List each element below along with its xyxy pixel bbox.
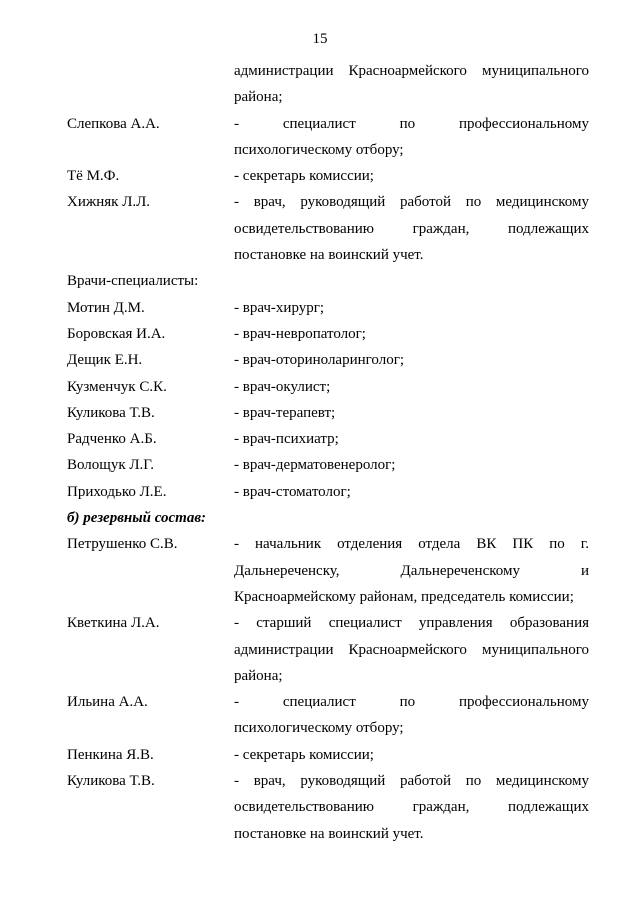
reserve-name: Петрушенко С.В. <box>67 536 178 553</box>
member-name: Слепкова А.А. <box>67 115 160 132</box>
reserve-row <box>67 689 589 742</box>
doctor-row <box>67 295 589 321</box>
member-name: Тё М.Ф. <box>67 168 120 185</box>
member-row <box>67 189 589 268</box>
reserve-name: Ильина А.А. <box>67 694 148 711</box>
doctor-row <box>67 347 589 373</box>
doctor-name: Боровская И.А. <box>67 325 166 342</box>
reserve-heading: б) резервный состав: <box>67 510 207 527</box>
member-role: - специалист по профессиональному психологическому отбору; <box>234 115 589 158</box>
reserve-role: - врач, руководящий работой по медицинскому освидетельствованию граждан, подлежащих постановке на воинский учет. <box>234 773 589 842</box>
continuation-row <box>67 58 589 111</box>
doctor-name: Куликова Т.В. <box>67 404 155 421</box>
reserve-name: Пенкина Я.В. <box>67 746 154 763</box>
doctor-row <box>67 452 589 478</box>
commission-list <box>67 58 589 847</box>
doctor-row <box>67 374 589 400</box>
reserve-name: Кветкина Л.А. <box>67 615 160 632</box>
reserve-row <box>67 610 589 689</box>
doctor-row <box>67 321 589 347</box>
name-cell-empty <box>67 58 234 111</box>
continuation-text: администрации Красноармейского муниципального района; <box>234 63 589 106</box>
reserve-role: - специалист по профессиональному психологическому отбору; <box>234 694 589 737</box>
doctor-role: - врач-психиатр; <box>234 431 339 448</box>
doctor-name: Мотин Д.М. <box>67 299 145 316</box>
member-name: Хижняк Л.Л. <box>67 194 151 211</box>
reserve-role: - старший специалист управления образования администрации Красноармейского муниципального района; <box>234 615 589 684</box>
page-number: 15 <box>312 31 328 47</box>
doctor-name: Приходько Л.Е. <box>67 483 167 500</box>
doctor-role: - врач-невропатолог; <box>234 325 366 342</box>
doctor-row <box>67 479 589 505</box>
doctor-row <box>67 426 589 452</box>
reserve-row <box>67 531 589 610</box>
doctor-name: Кузменчук С.К. <box>67 378 167 395</box>
member-row <box>67 111 589 164</box>
doctor-role: - врач-стоматолог; <box>234 483 351 500</box>
reserve-row <box>67 742 589 768</box>
doctor-role: - врач-хирург; <box>234 299 325 316</box>
doctor-name: Дещик Е.Н. <box>67 352 143 369</box>
member-row <box>67 163 589 189</box>
doctor-name: Волощук Л.Г. <box>67 457 155 474</box>
doctors-heading: Врачи-специалисты: <box>67 273 199 290</box>
member-role: - секретарь комиссии; <box>234 168 374 185</box>
reserve-row <box>67 768 589 847</box>
doctor-name: Радченко А.Б. <box>67 431 157 448</box>
doctor-row <box>67 400 589 426</box>
doctor-role: - врач-оториноларинголог; <box>234 352 405 369</box>
doctor-role: - врач-терапевт; <box>234 404 336 421</box>
doctor-role: - врач-окулист; <box>234 378 331 395</box>
reserve-name: Куликова Т.В. <box>67 773 155 790</box>
reserve-role: - начальник отделения отдела ВК ПК по г. Дальнереченску, Дальнереченскому и Красноармейскому районам, председатель комиссии; <box>234 536 589 605</box>
doctor-role: - врач-дерматовенеролог; <box>234 457 396 474</box>
member-role: - врач, руководящий работой по медицинскому освидетельствованию граждан, подлежащих постановке на воинский учет. <box>234 194 589 264</box>
reserve-role: - секретарь комиссии; <box>234 746 374 763</box>
